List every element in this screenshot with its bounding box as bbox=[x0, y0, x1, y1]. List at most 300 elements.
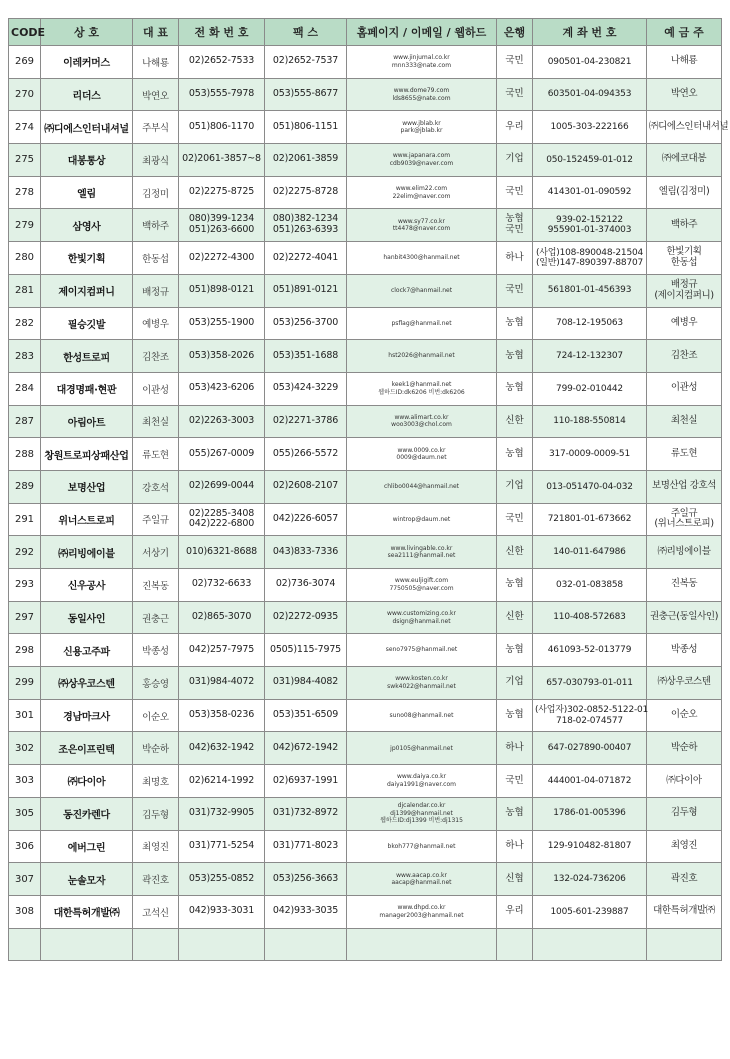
cell-code: 283 bbox=[9, 340, 41, 373]
cell-phone-line: 042)933-3031 bbox=[188, 905, 255, 917]
cell-phone bbox=[179, 667, 265, 700]
cell-web-email-line: www.0009.co.kr bbox=[397, 446, 446, 454]
cell-fax-line: 042)226-6057 bbox=[272, 513, 339, 524]
cell-bank bbox=[497, 340, 533, 373]
table-row bbox=[9, 699, 722, 732]
cell-web-email-line: www.dhpd.co.kr bbox=[397, 904, 446, 912]
cell-code: 269 bbox=[9, 46, 41, 79]
cell-bank bbox=[497, 242, 533, 275]
cell-fax-line: 02)2272-4041 bbox=[272, 251, 339, 263]
cell-web-email-line: park@jblab.kr bbox=[400, 127, 443, 135]
cell-account-line: 013-051470-04-032 bbox=[546, 481, 633, 492]
cell-web-email-line: sea2111@hanmail.net bbox=[387, 552, 456, 560]
cell-account bbox=[533, 536, 647, 569]
cell-account-holder bbox=[647, 536, 722, 569]
table-row bbox=[9, 863, 722, 896]
cell-code: 270 bbox=[9, 78, 41, 111]
cell-account-holder-line: 박종성 bbox=[670, 643, 698, 655]
cell-account-line: 132-024-736206 bbox=[553, 873, 626, 884]
cell-fax-line: 051)806-1151 bbox=[272, 120, 339, 132]
cell-web-email bbox=[347, 111, 497, 144]
cell-account bbox=[533, 372, 647, 405]
cell-phone bbox=[179, 209, 265, 242]
cell-fax-line: 031)771-8023 bbox=[272, 839, 339, 851]
cell-account-line: 110-188-550814 bbox=[553, 416, 626, 427]
cell-phone-line: 02)2272-4300 bbox=[188, 251, 255, 263]
cell-phone-line: 053)423-6206 bbox=[188, 382, 255, 394]
cell-web-email-line: chlibo0044@hanmail.net bbox=[383, 483, 460, 491]
cell-account-line: 708-12-195063 bbox=[556, 318, 623, 329]
cell-web-email bbox=[347, 340, 497, 373]
cell-web-email bbox=[347, 78, 497, 111]
cell-fax bbox=[265, 78, 347, 111]
cell-bank-line: 신한 bbox=[505, 545, 524, 557]
cell-bank-line: 기업 bbox=[505, 480, 524, 492]
cell-bank-line: 기업 bbox=[505, 676, 524, 688]
cell-bank bbox=[497, 46, 533, 79]
cell-account-holder-line: 나해룡 bbox=[670, 55, 698, 67]
cell-account-line: 603501-04-094353 bbox=[547, 89, 632, 100]
cell-account-holder bbox=[647, 470, 722, 503]
cell-phone bbox=[179, 536, 265, 569]
cell-web-email bbox=[347, 470, 497, 503]
cell-bank bbox=[497, 470, 533, 503]
header-phone: 전 화 번 호 bbox=[179, 19, 265, 46]
cell-company-name: 삼영사 bbox=[41, 209, 133, 242]
cell-fax bbox=[265, 274, 347, 307]
cell-account-holder bbox=[647, 928, 722, 961]
cell-web-email bbox=[347, 797, 497, 830]
cell-fax-line: 053)424-3229 bbox=[272, 382, 339, 394]
cell-account-line: 317-0009-0009-51 bbox=[549, 448, 630, 459]
cell-fax bbox=[265, 797, 347, 830]
cell-web-email-line: tt4478@naver.com bbox=[392, 225, 451, 233]
header-code: CODE bbox=[9, 19, 41, 46]
cell-company-name: ㈜다이아 bbox=[41, 765, 133, 798]
cell-account-holder-line: 김찬조 bbox=[670, 349, 698, 361]
cell-bank-line: 우리 bbox=[505, 120, 524, 132]
cell-account-holder-line: 주일규 bbox=[670, 507, 698, 519]
cell-web-email-line: hanbit4300@hanmail.net bbox=[383, 254, 460, 262]
cell-company-name: 엘림 bbox=[41, 176, 133, 209]
cell-account bbox=[533, 503, 647, 536]
cell-web-email bbox=[347, 634, 497, 667]
table-row bbox=[9, 732, 722, 765]
cell-bank bbox=[497, 667, 533, 700]
header-name: 상 호 bbox=[41, 19, 133, 46]
cell-fax-line: 02)2272-0935 bbox=[272, 611, 339, 623]
cell-code: 278 bbox=[9, 176, 41, 209]
cell-account-line: 129-910482-81807 bbox=[547, 841, 632, 852]
cell-phone-line: 051)898-0121 bbox=[188, 284, 255, 296]
cell-phone-line: 031)732-9905 bbox=[188, 807, 255, 819]
cell-account bbox=[533, 699, 647, 732]
cell-account-holder-line: 권충근(동일사인) bbox=[649, 611, 719, 623]
cell-fax bbox=[265, 667, 347, 700]
cell-phone bbox=[179, 634, 265, 667]
cell-bank-line: 농협 bbox=[505, 447, 524, 459]
cell-fax bbox=[265, 895, 347, 928]
cell-representative: 박종성 bbox=[133, 634, 179, 667]
cell-phone-line: 055)267-0009 bbox=[188, 447, 255, 459]
cell-phone-line: 051)806-1170 bbox=[188, 120, 255, 132]
cell-account-holder-line: 최영진 bbox=[670, 839, 698, 851]
cell-bank-line: 농협 bbox=[505, 709, 524, 721]
cell-account-holder bbox=[647, 372, 722, 405]
cell-fax-line: 031)732-8972 bbox=[272, 807, 339, 819]
cell-bank-line: 하나 bbox=[505, 741, 524, 753]
cell-account bbox=[533, 732, 647, 765]
cell-code: 284 bbox=[9, 372, 41, 405]
cell-fax bbox=[265, 765, 347, 798]
cell-account bbox=[533, 765, 647, 798]
cell-bank bbox=[497, 78, 533, 111]
cell-company-name: ㈜디에스인터내셔널 bbox=[41, 111, 133, 144]
cell-account bbox=[533, 46, 647, 79]
cell-bank bbox=[497, 797, 533, 830]
cell-phone-line: 042)632-1942 bbox=[188, 741, 255, 753]
cell-phone bbox=[179, 242, 265, 275]
cell-web-email-line: cdb9039@naver.com bbox=[389, 159, 454, 167]
table-row bbox=[9, 765, 722, 798]
cell-company-name: 창원트로피상패산업 bbox=[41, 438, 133, 471]
cell-web-email bbox=[347, 569, 497, 602]
cell-phone bbox=[179, 601, 265, 634]
cell-phone-line: 053)358-2026 bbox=[188, 349, 255, 361]
cell-web-email bbox=[347, 732, 497, 765]
cell-account-line: 724-12-132307 bbox=[556, 350, 623, 361]
cell-account-holder bbox=[647, 307, 722, 340]
cell-representative: 나해룡 bbox=[133, 46, 179, 79]
cell-account-line: 140-011-647986 bbox=[553, 546, 626, 557]
cell-account-holder-line: 보명산업 강호석 bbox=[651, 480, 717, 492]
cell-fax-line: 02)2061-3859 bbox=[272, 153, 339, 165]
cell-account-holder-line: 류도현 bbox=[670, 447, 698, 459]
table-row bbox=[9, 307, 722, 340]
cell-account-holder-line: 김두형 bbox=[670, 807, 698, 819]
cell-code: 289 bbox=[9, 470, 41, 503]
cell-account-holder-line: (위너스트로피) bbox=[654, 518, 714, 530]
cell-web-email-line: manager2003@hanmail.net bbox=[379, 911, 464, 919]
cell-account-holder bbox=[647, 242, 722, 275]
cell-web-email-line: woo3003@chol.com bbox=[391, 421, 452, 429]
cell-company-name: 한성트로피 bbox=[41, 340, 133, 373]
cell-bank-line: 신한 bbox=[505, 414, 524, 426]
cell-account-holder bbox=[647, 46, 722, 79]
cell-account-line: 032-01-083858 bbox=[556, 579, 623, 590]
cell-web-email bbox=[347, 895, 497, 928]
cell-phone bbox=[179, 46, 265, 79]
cell-account-holder bbox=[647, 667, 722, 700]
cell-web-email bbox=[347, 928, 497, 961]
directory-table bbox=[8, 18, 729, 961]
cell-phone-line: 080)399-1234 bbox=[188, 213, 255, 225]
cell-account bbox=[533, 470, 647, 503]
cell-representative: 백하주 bbox=[133, 209, 179, 242]
cell-fax bbox=[265, 46, 347, 79]
cell-phone-line: 02)2285-3408 bbox=[188, 507, 255, 519]
cell-company-name: 눈솔모자 bbox=[41, 863, 133, 896]
cell-phone-line: 02)2652-7533 bbox=[188, 55, 255, 67]
cell-representative: 진복동 bbox=[133, 569, 179, 602]
cell-account-line: 647-027890-00407 bbox=[547, 743, 632, 754]
cell-bank bbox=[497, 732, 533, 765]
cell-fax bbox=[265, 470, 347, 503]
cell-fax-line: 053)256-3663 bbox=[272, 872, 339, 884]
cell-account bbox=[533, 274, 647, 307]
cell-account-holder-line: ㈜리빙에이블 bbox=[657, 545, 711, 557]
cell-account-holder-line: 대한특허개발㈜ bbox=[653, 905, 715, 917]
table-row bbox=[9, 372, 722, 405]
cell-fax bbox=[265, 372, 347, 405]
cell-representative: 배정규 bbox=[133, 274, 179, 307]
cell-company-name: 아림아트 bbox=[41, 405, 133, 438]
cell-account-holder-line: 진복동 bbox=[670, 578, 698, 590]
cell-web-email-line: 웹하드ID:dk6206 비번:dk6206 bbox=[378, 388, 465, 396]
cell-account-holder bbox=[647, 634, 722, 667]
cell-code: 306 bbox=[9, 830, 41, 863]
cell-bank-line: 신한 bbox=[505, 611, 524, 623]
cell-company-name: 위너스트로피 bbox=[41, 503, 133, 536]
cell-phone bbox=[179, 274, 265, 307]
cell-account-holder-line: ㈜에코대봉 bbox=[661, 153, 707, 165]
cell-fax-line: 051)891-0121 bbox=[272, 284, 339, 296]
cell-web-email bbox=[347, 601, 497, 634]
cell-bank-line: 국민 bbox=[505, 88, 524, 100]
cell-web-email-line: www.livingable.co.kr bbox=[390, 544, 453, 552]
cell-code: 274 bbox=[9, 111, 41, 144]
cell-fax bbox=[265, 111, 347, 144]
cell-web-email bbox=[347, 503, 497, 536]
cell-representative: 이순오 bbox=[133, 699, 179, 732]
cell-fax bbox=[265, 863, 347, 896]
cell-representative: 강호석 bbox=[133, 470, 179, 503]
cell-web-email-line: www.elim22.com bbox=[395, 185, 448, 193]
cell-phone bbox=[179, 895, 265, 928]
cell-representative: 고석신 bbox=[133, 895, 179, 928]
table-row bbox=[9, 895, 722, 928]
cell-representative: 최천실 bbox=[133, 405, 179, 438]
cell-bank-line: 기업 bbox=[505, 153, 524, 165]
cell-bank bbox=[497, 830, 533, 863]
cell-company-name: 리더스 bbox=[41, 78, 133, 111]
cell-phone-line: 02)732-6633 bbox=[191, 578, 252, 590]
cell-account-holder bbox=[647, 340, 722, 373]
cell-account-holder-line: 이순오 bbox=[670, 709, 698, 721]
cell-web-email bbox=[347, 209, 497, 242]
cell-phone-line: 053)555-7978 bbox=[188, 88, 255, 100]
cell-representative: 주일규 bbox=[133, 503, 179, 536]
cell-account-holder-line: 박순하 bbox=[670, 741, 698, 753]
cell-company-name: 보명산업 bbox=[41, 470, 133, 503]
cell-code: 305 bbox=[9, 797, 41, 830]
cell-phone bbox=[179, 372, 265, 405]
cell-web-email bbox=[347, 536, 497, 569]
cell-code: 291 bbox=[9, 503, 41, 536]
cell-account-holder bbox=[647, 111, 729, 144]
cell-account bbox=[533, 405, 647, 438]
cell-phone-line: 031)984-4072 bbox=[188, 676, 255, 688]
cell-account-line: 799-02-010442 bbox=[556, 383, 623, 394]
cell-web-email-line: www.customizing.co.kr bbox=[387, 610, 456, 618]
cell-bank-line: 국민 bbox=[505, 55, 524, 67]
table-row bbox=[9, 46, 722, 79]
cell-account-holder-line: 이관성 bbox=[670, 382, 698, 394]
cell-account bbox=[533, 340, 647, 373]
cell-fax-line: 053)256-3700 bbox=[272, 316, 339, 328]
cell-phone bbox=[179, 797, 265, 830]
cell-web-email-line: www.euljigift.com bbox=[394, 577, 449, 585]
cell-account-line: 461093-52-013779 bbox=[547, 645, 632, 656]
header-web: 홈페이지 / 이메일 / 웹하드 bbox=[347, 19, 497, 46]
cell-account bbox=[533, 863, 647, 896]
cell-bank bbox=[497, 372, 533, 405]
cell-web-email-line: dsign@hanmail.net bbox=[392, 617, 451, 625]
cell-account-line: 444001-04-071872 bbox=[547, 775, 632, 786]
cell-web-email bbox=[347, 46, 497, 79]
cell-account-holder bbox=[647, 732, 722, 765]
cell-web-email-line: 웹하드ID:dj1399 비번:dj1315 bbox=[380, 817, 463, 825]
cell-bank-line: 농협 bbox=[505, 643, 524, 655]
cell-fax bbox=[265, 830, 347, 863]
cell-fax bbox=[265, 340, 347, 373]
cell-fax-line: 055)266-5572 bbox=[272, 447, 339, 459]
cell-representative: 최명호 bbox=[133, 765, 179, 798]
cell-company-name: 에버그린 bbox=[41, 830, 133, 863]
cell-code: 303 bbox=[9, 765, 41, 798]
cell-fax bbox=[265, 634, 347, 667]
cell-representative: 서상기 bbox=[133, 536, 179, 569]
cell-web-email bbox=[347, 242, 497, 275]
cell-account-holder-line: ㈜디에스인터내셔널 bbox=[649, 120, 729, 132]
table-row bbox=[9, 797, 722, 830]
cell-phone bbox=[179, 307, 265, 340]
cell-bank-line: 농협 bbox=[505, 578, 524, 590]
cell-account-line: 561801-01-456393 bbox=[547, 285, 632, 296]
cell-account bbox=[533, 830, 647, 863]
header-bank: 은행 bbox=[497, 19, 533, 46]
cell-account bbox=[533, 895, 647, 928]
cell-web-email bbox=[347, 438, 497, 471]
cell-account-holder bbox=[647, 699, 722, 732]
cell-fax-line: 080)382-1234 bbox=[272, 213, 339, 225]
cell-account bbox=[533, 307, 647, 340]
table-row bbox=[9, 470, 722, 503]
cell-phone bbox=[179, 111, 265, 144]
cell-bank bbox=[497, 503, 533, 536]
cell-fax-line: 042)933-3035 bbox=[272, 905, 339, 917]
cell-account-holder-line: 최천실 bbox=[670, 414, 698, 426]
cell-account-line: 955901-01-374003 bbox=[547, 225, 632, 236]
table-row bbox=[9, 144, 722, 177]
cell-phone bbox=[179, 340, 265, 373]
cell-account bbox=[533, 144, 647, 177]
cell-web-email-line: suno08@hanmail.net bbox=[389, 711, 454, 719]
cell-web-email-line: clock7@hanmail.net bbox=[390, 286, 453, 294]
table-row bbox=[9, 634, 722, 667]
cell-account-line: 1786-01-005396 bbox=[553, 808, 626, 819]
cell-fax bbox=[265, 536, 347, 569]
cell-web-email bbox=[347, 667, 497, 700]
cell-web-email-line: keek1@hanmail.net bbox=[391, 381, 452, 389]
cell-account-line: 414301-01-090592 bbox=[547, 187, 632, 198]
cell-account-holder bbox=[647, 405, 722, 438]
cell-fax bbox=[265, 928, 347, 961]
cell-phone bbox=[179, 569, 265, 602]
cell-company-name: ㈜상우코스텐 bbox=[41, 667, 133, 700]
cell-account-holder-line: 배정규 bbox=[670, 278, 698, 290]
cell-bank-line: 농협 bbox=[505, 213, 524, 225]
cell-account-holder bbox=[647, 601, 722, 634]
cell-bank-line: 하나 bbox=[505, 839, 524, 851]
cell-bank bbox=[497, 274, 533, 307]
header-rep: 대 표 bbox=[133, 19, 179, 46]
cell-phone bbox=[179, 144, 265, 177]
cell-fax-line: 053)351-6509 bbox=[272, 709, 339, 721]
cell-bank-line: 농협 bbox=[505, 349, 524, 361]
cell-fax bbox=[265, 503, 347, 536]
cell-fax bbox=[265, 144, 347, 177]
cell-phone-line: 051)263-6600 bbox=[188, 224, 255, 236]
table-row bbox=[9, 209, 722, 242]
cell-phone-line: 042)222-6800 bbox=[188, 518, 255, 530]
cell-account-line: 1005-601-239887 bbox=[550, 906, 629, 917]
cell-web-email-line: 22elim@naver.com bbox=[392, 192, 451, 200]
cell-bank bbox=[497, 569, 533, 602]
cell-fax-line: 02)2275-8728 bbox=[272, 186, 339, 198]
cell-phone bbox=[179, 765, 265, 798]
cell-company-name: 한빛기획 bbox=[41, 242, 133, 275]
cell-account bbox=[533, 667, 647, 700]
cell-bank bbox=[497, 895, 533, 928]
cell-account bbox=[533, 176, 647, 209]
cell-account-line: 050-152459-01-012 bbox=[546, 154, 633, 165]
cell-web-email bbox=[347, 699, 497, 732]
cell-fax bbox=[265, 176, 347, 209]
cell-fax bbox=[265, 209, 347, 242]
cell-bank bbox=[497, 928, 533, 961]
cell-phone-line: 02)865-3070 bbox=[191, 611, 252, 623]
cell-representative: 박순하 bbox=[133, 732, 179, 765]
cell-fax bbox=[265, 569, 347, 602]
cell-company-name: ㈜리빙에이블 bbox=[41, 536, 133, 569]
cell-account bbox=[533, 209, 647, 242]
table-row bbox=[9, 242, 722, 275]
cell-fax bbox=[265, 601, 347, 634]
cell-code bbox=[9, 928, 41, 961]
cell-account-holder bbox=[647, 176, 722, 209]
cell-phone bbox=[179, 438, 265, 471]
cell-code: 281 bbox=[9, 274, 41, 307]
cell-account bbox=[533, 111, 647, 144]
cell-code: 288 bbox=[9, 438, 41, 471]
cell-phone bbox=[179, 863, 265, 896]
cell-web-email bbox=[347, 830, 497, 863]
cell-company-name: 신용고주파 bbox=[41, 634, 133, 667]
cell-account bbox=[533, 78, 647, 111]
cell-code: 287 bbox=[9, 405, 41, 438]
cell-fax bbox=[265, 732, 347, 765]
cell-code: 280 bbox=[9, 242, 41, 275]
cell-account bbox=[533, 242, 647, 275]
cell-code: 299 bbox=[9, 667, 41, 700]
cell-company-name: 조은이프린텍 bbox=[41, 732, 133, 765]
cell-code: 308 bbox=[9, 895, 41, 928]
cell-account-holder bbox=[647, 438, 722, 471]
cell-phone-line: 031)771-5254 bbox=[188, 839, 255, 851]
cell-account-line: 1005-303-222166 bbox=[550, 122, 629, 133]
cell-account bbox=[533, 797, 647, 830]
